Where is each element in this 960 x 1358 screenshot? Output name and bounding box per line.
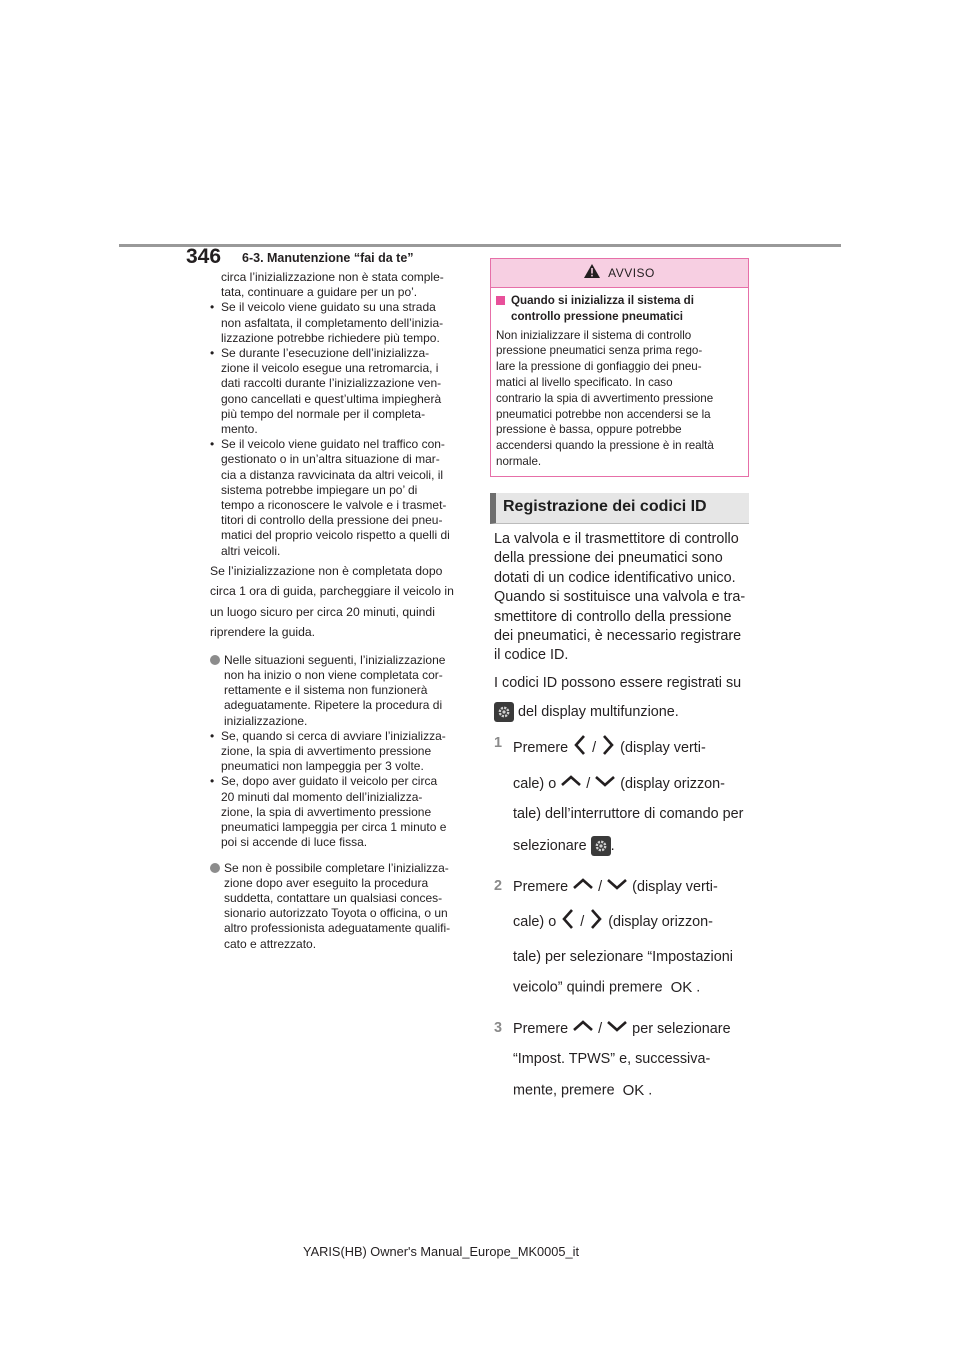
warning-text xyxy=(496,328,744,470)
step-line xyxy=(513,734,754,762)
step-line xyxy=(513,908,754,936)
section-title xyxy=(490,493,749,524)
text-line: Quando si sostituisce una valvola e tra- xyxy=(494,589,746,606)
text-fragment: Premere xyxy=(513,1021,573,1037)
bullet-dot: • xyxy=(210,346,215,361)
text-line: pneumatici potrebbe non accendersi se la xyxy=(496,407,711,421)
text-line: Nelle situazioni seguenti, l’inizializzazione xyxy=(224,652,446,667)
text-line: dotati di un codice identificativo unico. xyxy=(494,569,736,586)
text-line: 20 minuti dal momento dell’inizializza- xyxy=(221,789,423,804)
text-fragment: Premere xyxy=(513,740,573,757)
left-column xyxy=(210,270,466,952)
text-line: pressione pneumatici senza prima rego- xyxy=(496,344,703,358)
text-line: zione il veicolo esegue una retromarcia, i xyxy=(221,361,439,376)
text-line: poi si accende di luce fissa. xyxy=(221,835,368,850)
text-line: pneumatici non lampeggia per 3 volte. xyxy=(221,759,424,774)
text-line: Non inizializzare il sistema di controllo xyxy=(496,328,692,342)
circle-bullet-icon xyxy=(210,863,220,873)
warning-header xyxy=(491,259,748,288)
text-line: accendersi quando la pressione è in realtà xyxy=(496,439,714,453)
chevron-right-icon xyxy=(600,734,616,762)
warning-box xyxy=(490,258,749,477)
chevron-down-icon xyxy=(606,877,628,897)
text-line: rettamente e il sistema non funzionerà xyxy=(224,683,428,698)
chevron-down-icon xyxy=(594,774,616,794)
step-line xyxy=(513,877,754,897)
step-line: tale) dell’interruttore di comando per xyxy=(513,806,744,823)
page-number: 346 xyxy=(186,245,222,268)
text-line: altri veicoli. xyxy=(221,543,281,558)
text-fragment: / xyxy=(576,914,589,931)
text-line: Se, dopo aver guidato il veicolo per circa xyxy=(221,774,438,789)
text-line: contrario la spia di avvertimento pressione xyxy=(496,391,714,405)
step-number: 2 xyxy=(494,877,503,894)
text-line: sionario autorizzato Toyota o officina, o un xyxy=(224,906,448,921)
text-fragment: / xyxy=(594,1021,607,1037)
text-line: non asfaltata, il completamento dell’inizia- xyxy=(221,315,444,330)
square-bullet-icon xyxy=(496,296,505,305)
text-line: riprendere la guida. xyxy=(210,625,316,640)
text-line: titori di controllo della pressione dei pneu- xyxy=(221,513,443,528)
text-line: zione, la spia di avvertimento pressione xyxy=(221,804,432,819)
step-1 xyxy=(494,734,754,855)
settings-gear-icon xyxy=(494,702,514,722)
text-line: più tempo del normale per il completa- xyxy=(221,406,426,421)
step-3 xyxy=(494,1019,754,1101)
text-fragment: . xyxy=(696,979,701,996)
settings-gear-icon xyxy=(591,836,611,856)
bullet-item xyxy=(210,437,466,559)
text-line: pneumatici lampeggia per circa 1 minuto e xyxy=(221,820,447,835)
step-2 xyxy=(494,877,754,998)
text-line: Se, quando si cerca di avviare l’inizializza- xyxy=(221,728,446,743)
circle-bullet-icon xyxy=(210,655,220,665)
text-line: un luogo sicuro per circa 20 minuti, quindi xyxy=(210,604,435,619)
step-line xyxy=(513,1081,754,1101)
text-line: controllo pressione pneumatici xyxy=(511,309,684,323)
bullet-dot: • xyxy=(210,728,215,743)
text-line: il codice ID. xyxy=(494,647,569,664)
paragraph xyxy=(210,561,466,643)
circle-item xyxy=(210,861,466,952)
text-line: smettitore di controllo della pressione xyxy=(494,608,732,625)
warning-body xyxy=(491,288,748,470)
text-line: adeguatamente. Ripetere la procedura di xyxy=(224,698,443,713)
bullet-dot: • xyxy=(210,774,215,789)
text-line: lizzazione potrebbe richiedere più tempo. xyxy=(221,330,440,345)
text-line: Se l’inizializzazione non è completata dopo xyxy=(210,563,443,578)
text-line: zione dopo aver eseguito la procedura xyxy=(224,875,429,890)
chevron-right-icon xyxy=(588,908,604,936)
bullet-item xyxy=(210,346,466,437)
text-fragment: (display verti- xyxy=(628,878,718,895)
text-line: mento. xyxy=(221,422,258,437)
text-line: non ha inizio o non viene completata cor- xyxy=(224,668,443,683)
text-line: cia a distanza ravvicinata da altri veicoli, il xyxy=(221,467,444,482)
chevron-up-icon xyxy=(572,1019,594,1039)
text-line: zione, la spia di avvertimento pressione xyxy=(221,744,432,759)
text-fragment: (display orizzon- xyxy=(604,914,713,931)
step-line xyxy=(513,836,754,856)
bullet-item xyxy=(210,774,466,850)
registration-line xyxy=(494,702,754,722)
text-fragment: veicolo” quindi premere xyxy=(513,979,667,996)
ok-button-icon: OK xyxy=(670,979,693,997)
right-column xyxy=(494,530,754,1101)
text-line: La valvola e il trasmettitore di controllo xyxy=(494,531,739,547)
text-line: suddetta, contattare un qualsiasi conces- xyxy=(224,890,443,905)
text-line: normale. xyxy=(496,454,542,468)
chevron-up-icon xyxy=(572,877,594,897)
text-fragment: / xyxy=(588,740,601,757)
text-line: altro professionista adeguatamente qualifi- xyxy=(224,921,451,936)
text-line: Se non è possibile completare l’inizializza- xyxy=(224,860,449,875)
section-header: 6-3. Manutenzione “fai da te” xyxy=(242,251,414,265)
text-fragment: mente, premere xyxy=(513,1082,619,1099)
step-line xyxy=(513,978,754,998)
chevron-left-icon xyxy=(572,734,588,762)
step-number: 1 xyxy=(494,735,503,752)
text-fragment: cale) o xyxy=(513,775,561,792)
text-line: lare la pressione di gonfiaggio dei pneu- xyxy=(496,360,702,374)
text-line: circa l’inizializzazione non è stata comple- xyxy=(221,270,444,284)
bullet-dot: • xyxy=(210,300,215,315)
text-line: Se il veicolo viene guidato su una strada xyxy=(221,300,436,315)
step-line xyxy=(513,774,754,794)
ok-button-icon: OK xyxy=(622,1081,645,1099)
text-fragment: (display orizzon- xyxy=(616,775,725,792)
section-title-text: Registrazione dei codici ID xyxy=(503,498,707,515)
text-line: Se il veicolo viene guidato nel traffico con- xyxy=(221,437,445,452)
text-fragment: / xyxy=(594,878,607,895)
text-line: sistema potrebbe impiegare un po’ di xyxy=(221,482,418,497)
text-line: Quando si inizializza il sistema di xyxy=(511,294,694,307)
text-line: circa 1 ora di guida, parcheggiare il veicolo in xyxy=(210,584,454,599)
text-fragment: / xyxy=(582,775,595,792)
text-line: matici al livello specificato. In caso xyxy=(496,375,673,389)
chevron-up-icon xyxy=(560,774,582,794)
text-fragment: selezionare xyxy=(513,837,591,854)
step-line: “Impost. TPWS” e, successiva- xyxy=(513,1051,711,1068)
warning-title: AVVISO xyxy=(608,266,655,280)
chevron-down-icon xyxy=(606,1019,628,1039)
text-fragment: (display verti- xyxy=(616,740,706,757)
step-line: tale) per selezionare “Impostazioni xyxy=(513,948,733,965)
bullet-item xyxy=(210,300,466,346)
text-fragment: del display multifunzione. xyxy=(514,704,679,721)
text-line: dati raccolti durante l’inizializzazione ven- xyxy=(221,376,442,391)
warning-triangle-icon xyxy=(584,264,600,283)
text-line: dei pneumatici, è necessario registrare xyxy=(494,628,742,645)
text-fragment: Premere xyxy=(513,878,573,895)
bullet-dot: • xyxy=(210,437,215,452)
text-fragment: cale) o xyxy=(513,914,561,931)
footer-manual-id: YARIS(HB) Owner's Manual_Europe_MK0005_it xyxy=(303,1244,580,1259)
step-line xyxy=(513,1019,754,1039)
text-line: Se durante l’esecuzione dell’inizializza- xyxy=(221,346,430,361)
text-line: della pressione dei pneumatici sono xyxy=(494,550,723,567)
text-line: gono cancellati e quest’ultima impiegherà xyxy=(221,391,442,406)
text-fragment: per selezionare xyxy=(628,1021,731,1037)
text-fragment: . xyxy=(648,1082,653,1099)
circle-item xyxy=(210,653,466,851)
header-rule xyxy=(119,244,841,247)
intro-paragraph xyxy=(494,530,754,666)
text-line: inizializzazione. xyxy=(224,713,308,728)
text-line: tata, continuare a guidare per un po’. xyxy=(221,285,418,300)
text-line: I codici ID possono essere registrati su xyxy=(494,674,742,691)
text-line: matici del proprio veicolo rispetto a quelli di xyxy=(221,528,450,543)
text-line: cato e attrezzato. xyxy=(224,936,317,951)
text-line: pressione è bassa, oppure potrebbe xyxy=(496,423,682,437)
text-fragment: . xyxy=(610,837,615,854)
text-line: gestionato o in un’altra situazione di mar- xyxy=(221,452,440,467)
step-number: 3 xyxy=(494,1020,503,1036)
warning-subheading xyxy=(496,293,744,325)
text-line: tempo a riconoscere le valvole e i trasmet- xyxy=(221,498,447,513)
bullet-item xyxy=(210,729,466,775)
chevron-left-icon xyxy=(560,908,576,936)
